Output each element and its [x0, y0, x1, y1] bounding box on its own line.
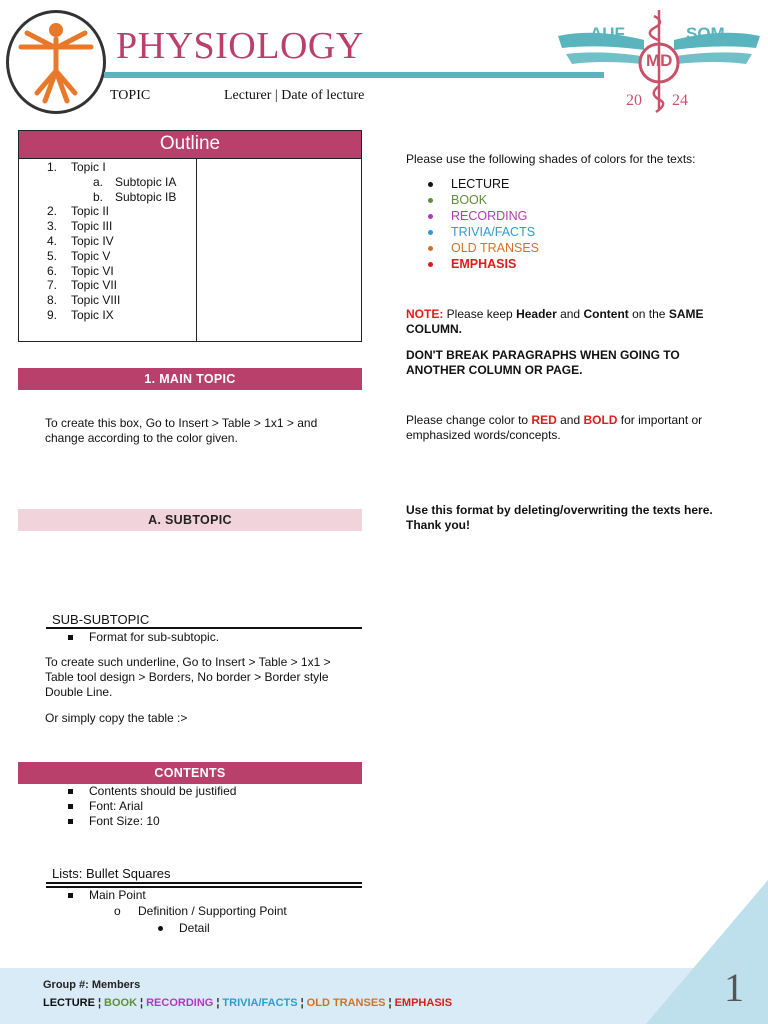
vitruvian-man-icon [9, 13, 103, 111]
page-number: 1 [724, 965, 744, 1010]
separator: ¦ [97, 997, 102, 1009]
contents-bullets [68, 784, 236, 829]
separator: ¦ [140, 997, 144, 1009]
list-item: Format for sub-subtopic. [68, 630, 219, 645]
list-item: o Definition / Supporting Point [114, 904, 287, 918]
separator: ¦ [388, 997, 392, 1009]
list-item: Detail [68, 921, 287, 936]
emblem-som-text: SOM [686, 24, 725, 43]
contents-bar: CONTENTS [18, 762, 362, 784]
list-item: Contents should be justified [68, 784, 236, 799]
topic-label: TOPIC [110, 88, 151, 103]
outline-body [19, 159, 361, 341]
document-title: PHYSIOLOGY [116, 25, 364, 67]
legend-item: EMPHASIS [428, 256, 539, 272]
dot-bullet-icon [428, 230, 433, 235]
square-bullet-icon [68, 819, 73, 824]
outline-item: 5. Topic V [47, 248, 111, 263]
outline-item: 6. Topic VI [47, 263, 114, 278]
vitruvian-logo [6, 10, 106, 114]
sub-subtopic-underline [46, 627, 362, 629]
outline-item: 3. Topic III [47, 219, 113, 234]
outline-item: 1. Topic I [47, 160, 106, 174]
outline-table [18, 130, 362, 342]
circle-bullet-icon: o [114, 904, 121, 918]
outline-title: Outline [19, 131, 361, 159]
square-bullet-icon [68, 804, 73, 809]
outline-list [47, 160, 176, 323]
color-instructions: Please use the following shades of colors for the texts: [406, 152, 696, 166]
list-item: Font Size: 10 [68, 814, 236, 829]
footer-corner-decoration [646, 880, 768, 1024]
square-bullet-icon [68, 635, 73, 640]
legend-item: TRIVIA/FACTS [428, 224, 539, 240]
footer-group-members: Group #: Members [43, 979, 141, 991]
outline-item: 9. Topic IX [47, 307, 114, 322]
footer-legend-item: OLD TRANSES [306, 997, 386, 1009]
dot-bullet-icon [428, 198, 433, 203]
legend-item: RECORDING [428, 208, 539, 224]
emphasis-instructions: Please change color to RED and BOLD for important or emphasized words/concepts. [406, 413, 703, 442]
lecturer-date-label: Lecturer | Date of lecture [224, 88, 365, 103]
lists-example [68, 888, 287, 936]
header-divider [104, 72, 604, 78]
emblem-auf-text: AUF [590, 24, 625, 43]
square-bullet-icon [68, 789, 73, 794]
footer-legend-item: LECTURE [43, 997, 95, 1009]
separator: ¦ [216, 997, 220, 1009]
dot-bullet-icon [158, 926, 163, 931]
outline-item: a. Subtopic IA [93, 174, 177, 189]
legend-item: OLD TRANSES [428, 240, 539, 256]
main-topic-bar: 1. MAIN TOPIC [18, 368, 362, 390]
list-item: Main Point [68, 888, 287, 903]
color-legend [428, 176, 539, 272]
square-bullet-icon [68, 893, 73, 898]
sub-subtopic-title: SUB-SUBTOPIC [52, 612, 150, 627]
emblem-year-right: 24 [672, 92, 688, 109]
footer-legend-item: RECORDING [146, 997, 214, 1009]
legend-item: LECTURE [428, 176, 539, 192]
dot-bullet-icon [428, 262, 433, 267]
list-item: Font: Arial [68, 799, 236, 814]
sub-subtopic-instructions: To create such underline, Go to Insert > Table > 1x1 > Table tool design > Borders, No border > Border style Double Line. [45, 655, 331, 699]
use-format-note: Use this format by deleting/overwriting the texts here. Thank you! [406, 503, 713, 532]
note-paragraph: NOTE: Please keep Header and Content on the SAME COLUMN. [406, 307, 704, 336]
subtopic-bar: A. SUBTOPIC [18, 509, 362, 531]
sub-subtopic-copy-note: Or simply copy the table :> [45, 711, 188, 725]
emblem-year-left: 20 [626, 92, 642, 109]
outline-item: 8. Topic VIII [47, 293, 121, 308]
footer-legend-item: TRIVIA/FACTS [222, 997, 298, 1009]
outline-item: 7. Topic VII [47, 278, 118, 293]
outline-column-divider [196, 159, 197, 341]
dot-bullet-icon [428, 214, 433, 219]
separator: ¦ [300, 997, 304, 1009]
footer-legend-item: EMPHASIS [394, 997, 453, 1009]
footer-color-legend [43, 997, 452, 1009]
outline-item: 4. Topic IV [47, 233, 114, 248]
dont-break-note: DON'T BREAK PARAGRAPHS WHEN GOING TO ANOTHER COLUMN OR PAGE. [406, 348, 680, 377]
legend-item: BOOK [428, 192, 539, 208]
outline-item: 2. Topic II [47, 204, 110, 219]
lists-title: Lists: Bullet Squares [52, 866, 171, 881]
main-topic-text: To create this box, Go to Insert > Table > 1x1 > and change according to the color given. [45, 416, 318, 445]
dot-bullet-icon [428, 246, 433, 251]
emblem-md-text: MD [646, 51, 673, 70]
sub-subtopic-bullets [68, 630, 219, 645]
outline-item: b. Subtopic IB [93, 189, 177, 204]
footer-legend-item: BOOK [104, 997, 138, 1009]
dot-bullet-icon [428, 182, 433, 187]
